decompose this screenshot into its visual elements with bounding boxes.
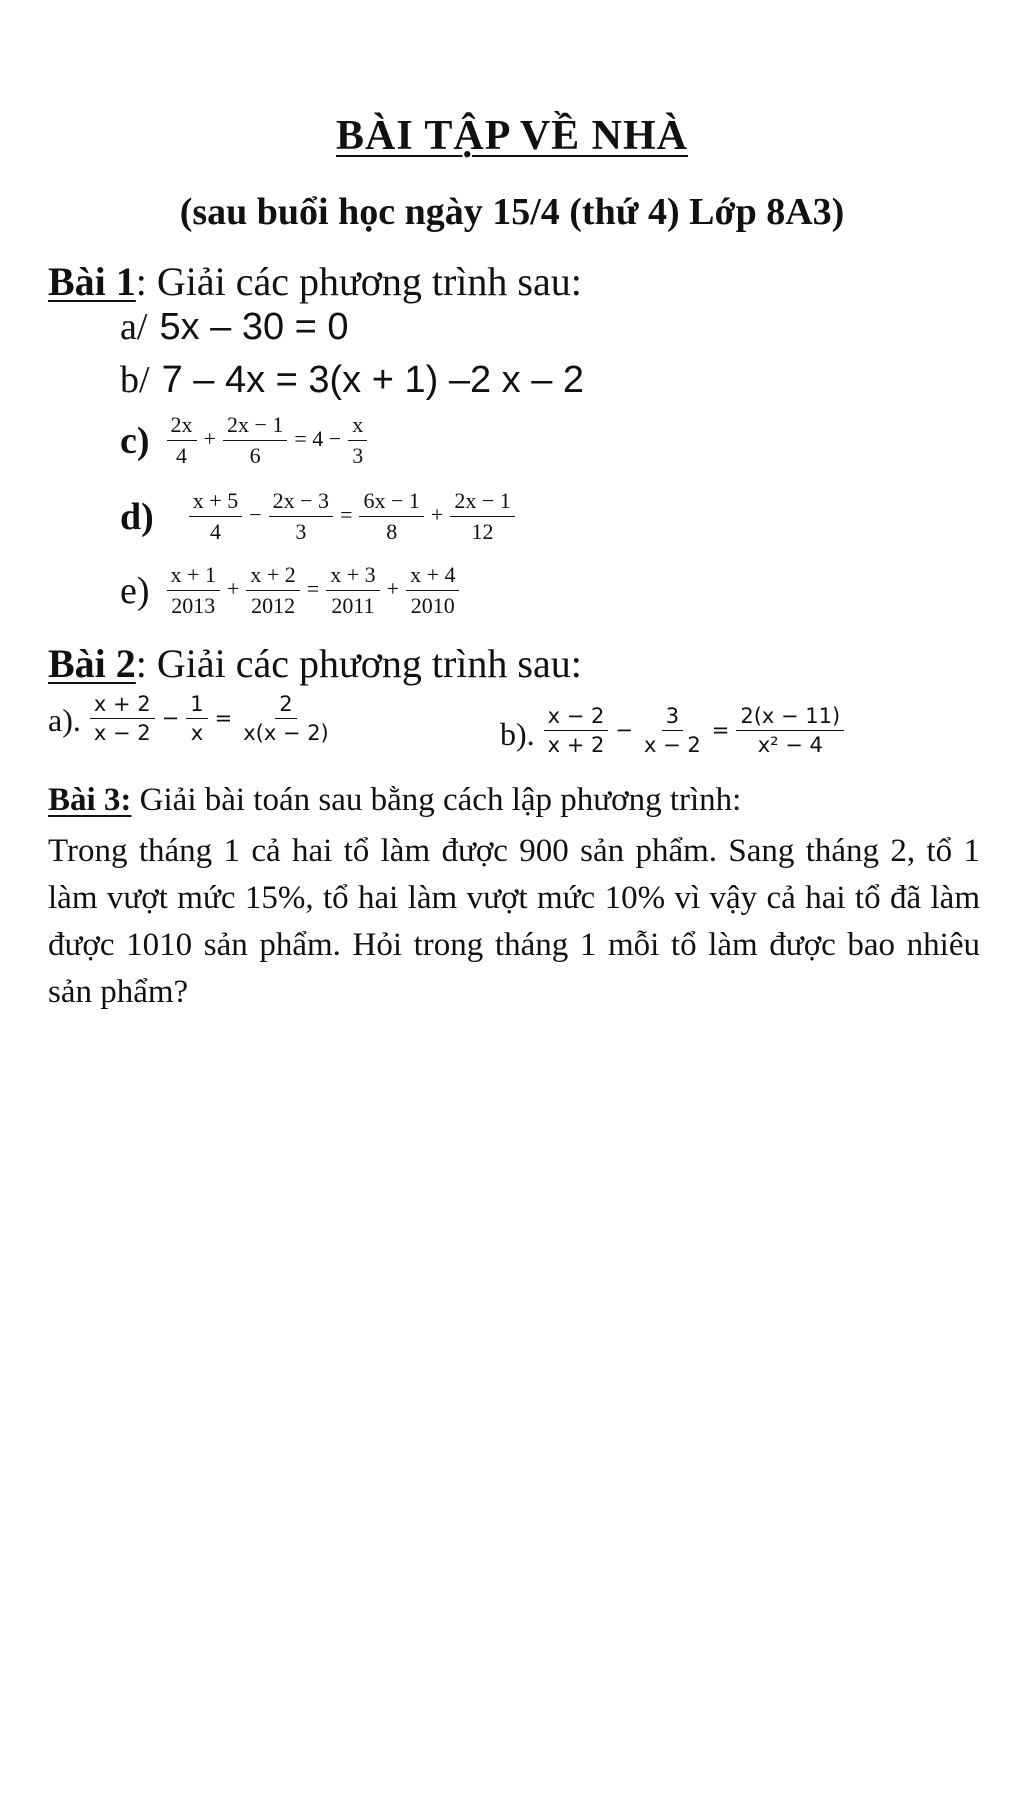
fraction: $\frac{2x - 1}{12}$ [450, 488, 514, 545]
exercise-1-instruction: : Giải các phương trình sau: [135, 259, 582, 304]
equation: $\frac{x + 2}{x - 2}$ − $\frac{1}{x}$ = $\frac{2}{x(x - 2)}$ [87, 692, 336, 745]
page-subtitle: (sau buổi học ngày 15/4 (thứ 4) Lớp 8A3) [179, 191, 845, 233]
fraction: $\frac{2x}{4}$ [167, 412, 197, 469]
exercise-3-heading [48, 782, 741, 819]
fraction: $\frac{6x - 1}{8}$ [359, 488, 423, 545]
exercise-1-label: Bài 1 [48, 259, 136, 304]
equation: $\frac{x - 2}{x + 2}$ − $\frac{3}{x - 2}$ = $\frac{2(x - 11)}{\text{x² − 4}}$ [541, 704, 848, 757]
exercise-2-instruction: : Giải các phương trình sau: [135, 641, 582, 686]
exercise-1e [120, 562, 462, 619]
fraction: $\frac{x - 2}{x + 2}$ [544, 704, 609, 757]
equation: $\frac{x + 1}{2013}$ + $\frac{x + 2}{2012}$ = $\frac{x + 3}{2011}$ + $\frac{x + 4}{2010}$ [164, 562, 463, 619]
item-label: a/ [120, 306, 148, 348]
exercise-2-heading [48, 640, 582, 687]
item-label: b). [500, 716, 535, 752]
fraction: $\frac{2x - 3}{3}$ [269, 488, 333, 545]
fraction: $\frac{x + 1}{2013}$ [167, 562, 220, 619]
page-title: BÀI TẬP VỀ NHÀ [335, 113, 689, 159]
fraction: $\frac{2(x - 11)}{\text{x² − 4}}$ [736, 704, 844, 757]
exercise-1a [120, 305, 349, 349]
item-label: c) [120, 419, 150, 462]
exercise-2b [500, 704, 847, 757]
exercise-2a [48, 692, 336, 745]
item-label: b/ [120, 359, 150, 401]
item-label: e) [120, 569, 150, 612]
exercise-2-label: Bài 2 [48, 641, 136, 686]
fraction: $\frac{1}{x}$ [186, 692, 207, 745]
exercise-3-label: Bài 3: [48, 782, 132, 818]
fraction: $\frac{x + 4}{2010}$ [406, 562, 459, 619]
equation: $\frac{2x}{4}$ + $\frac{2x - 1}{6}$ = 4 − $\frac{x}{3}$ [164, 412, 371, 469]
equation: 5x – 30 = 0 [159, 305, 349, 348]
fraction: $\frac{x + 5}{4}$ [189, 488, 242, 545]
exercise-1d [120, 488, 518, 545]
exercise-1-heading [48, 258, 582, 305]
exercise-1c [120, 412, 370, 469]
equation: 7 – 4x = 3(x + 1) –2 x – 2 [161, 358, 585, 401]
exercise-3-instruction: Giải bài toán sau bằng cách lập phương trình: [131, 782, 742, 818]
fraction: $\frac{2x - 1}{6}$ [223, 412, 287, 469]
fraction: $\frac{x + 2}{x - 2}$ [90, 692, 155, 745]
fraction: $\frac{x}{3}$ [348, 412, 367, 469]
item-label: a). [48, 702, 81, 738]
exercise-1b [120, 358, 584, 402]
item-label: d) [120, 495, 154, 538]
exercise-3-problem-text: Trong tháng 1 cả hai tổ làm được 900 sản phẩm. Sang tháng 2, tổ 1 làm vượt mức 15%, tổ hai làm vượt mức 10% vì vậy cả hai tổ đã làm được 1010 sản phẩm. Hỏi trong tháng 1 mỗi tổ làm được bao nhiêu sản phẩm? [48, 833, 980, 1010]
fraction: $\frac{x + 3}{2011}$ [326, 562, 379, 619]
fraction: $\frac{3}{x - 2}$ [644, 704, 701, 757]
fraction: $\frac{2}{x(x - 2)}$ [243, 692, 329, 745]
equation: $\frac{x + 5}{4}$ − $\frac{2x - 3}{3}$ = $\frac{6x - 1}{8}$ + $\frac{2x - 1}{12}$ [186, 488, 518, 545]
fraction: $\frac{x + 2}{2012}$ [246, 562, 299, 619]
